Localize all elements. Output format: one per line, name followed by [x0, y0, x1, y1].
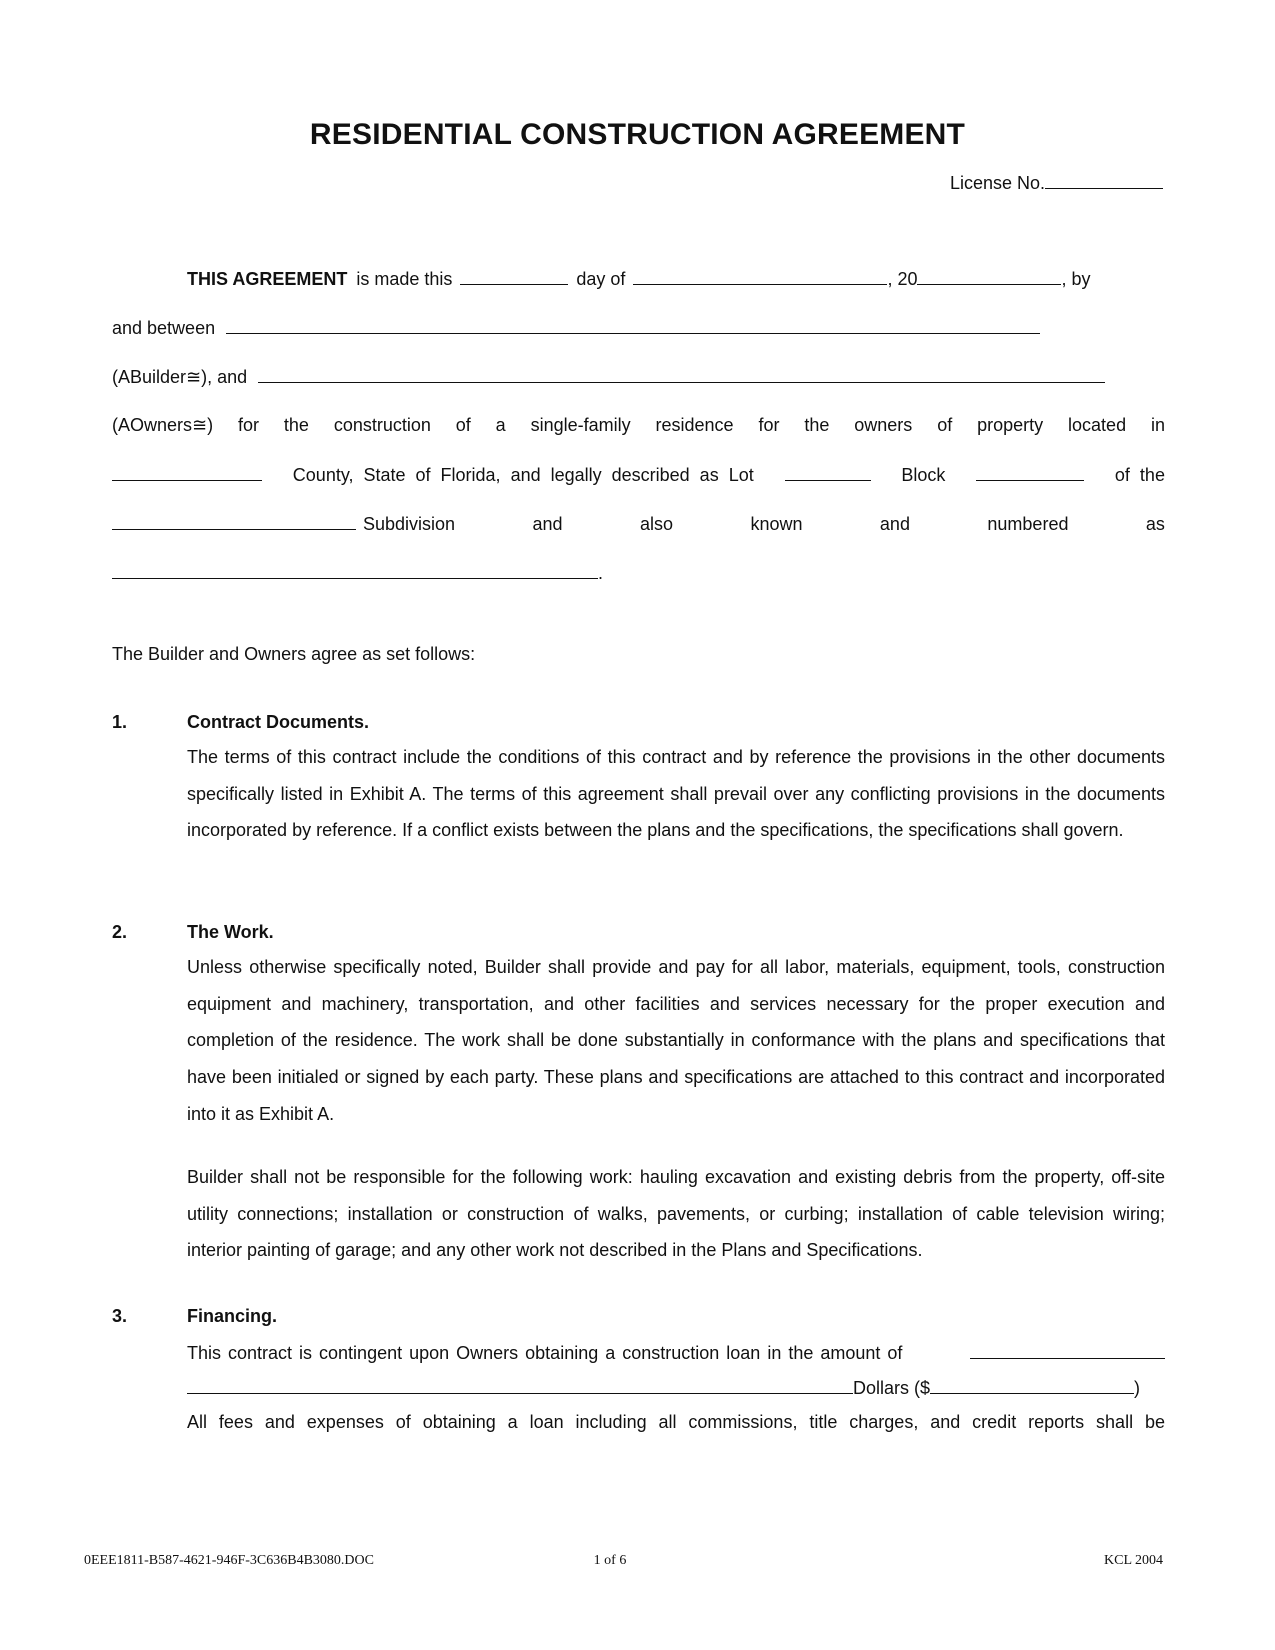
block-blank[interactable]: [976, 462, 1084, 481]
footer-doc-id: 0EEE1811-B587-4621-946F-3C636B4B3080.DOC: [84, 1553, 374, 1568]
loan-line: [187, 1340, 1165, 1365]
license-label: License No.: [949, 173, 1045, 193]
lot-blank[interactable]: [785, 462, 871, 481]
fees-line: All fees and expenses of obtaining a loan including all commissions, title charges, and credit reports shall be: [187, 1412, 1165, 1432]
subdivision-line-word: as: [1145, 514, 1165, 534]
intro-line-3: [112, 364, 1105, 389]
agree-text: The Builder and Owners agree as set follows:: [112, 644, 476, 664]
license-blank[interactable]: [1045, 170, 1163, 189]
owners-line-word: owners: [854, 415, 913, 435]
owners-line-word: located: [1068, 415, 1127, 435]
year-prefix: , 20: [887, 269, 918, 289]
section-3-heading: Financing.: [187, 1306, 277, 1326]
intro-line-4: [112, 413, 1165, 437]
owners-line-word: for: [758, 415, 780, 435]
intro-line-5: [112, 462, 1165, 487]
day-of-text: day of: [576, 269, 626, 289]
subdivision-group: [112, 511, 455, 536]
owners-line-word: in: [1150, 415, 1165, 435]
intro-line-7: [112, 560, 603, 585]
section-2-paragraph-2: Builder shall not be responsible for the following work: hauling excavation and existing debris from the property, off-site utility connections; installation or construction of walks, pavements, or curbing; installation of cable television wiring; interior painting of garage; and any other work not described in the Plans and Specifications.: [187, 1167, 1165, 1261]
county-blank[interactable]: [112, 462, 262, 481]
subdivision-blank[interactable]: [112, 511, 356, 530]
by-text: , by: [1061, 269, 1091, 289]
owners-line-word: the: [804, 415, 830, 435]
license-line: [950, 170, 1163, 195]
section-1-heading: Contract Documents.: [187, 712, 370, 732]
document-title: RESIDENTIAL CONSTRUCTION AGREEMENT: [309, 118, 966, 151]
loan-amount-words-blank[interactable]: [970, 1340, 1165, 1359]
loan-words-continued-blank[interactable]: [187, 1375, 853, 1394]
owners-line-word: the: [283, 415, 309, 435]
subdivision-line-word: numbered: [987, 514, 1069, 534]
loan-amount-number-blank[interactable]: [930, 1375, 1134, 1394]
section-2-paragraph-1: Unless otherwise specifically noted, Builder shall provide and pay for all labor, materials, equipment, tools, construction equipment and machinery, transportation, and other facilities and services necessary for the proper execution and completion of the residence. The work shall be done substantially in conformance with the plans and specifications that have been initialed or signed by each party. These plans and specifications are attached to this contract and incorporated into it as Exhibit A.: [187, 957, 1165, 1124]
year-blank[interactable]: [917, 266, 1061, 285]
address-blank[interactable]: [112, 560, 598, 579]
dollars-text: Dollars ($: [853, 1378, 931, 1398]
owners-line-word: construction: [333, 415, 431, 435]
and-between-text: and between: [112, 318, 216, 338]
dollars-line: [187, 1375, 1140, 1400]
subdivision-line-word: known: [750, 514, 803, 534]
footer-page-number: 1 of 6: [593, 1553, 627, 1568]
section-3-number: 3.: [112, 1306, 128, 1326]
subdivision-line-word: also: [639, 514, 674, 534]
loan-text: This contract is contingent upon Owners obtaining a construction loan in the amount of: [187, 1343, 903, 1363]
owners-line-word: of: [455, 415, 471, 435]
block-text: Block: [901, 465, 946, 485]
section-1-number: 1.: [112, 712, 128, 732]
builder-and-text: (ABuilder≅), and: [112, 367, 248, 387]
made-this-text: is made this: [356, 269, 453, 289]
month-blank[interactable]: [633, 266, 887, 285]
section-2-heading: The Work.: [187, 922, 274, 942]
of-the-text: of the: [1114, 465, 1165, 485]
close-paren: ): [1134, 1378, 1141, 1398]
subdivision-word: Subdivision: [363, 514, 456, 534]
intro-line-2: [112, 315, 1040, 340]
intro-line-6: [112, 511, 1165, 536]
footer-code: KCL 2004: [1104, 1553, 1163, 1568]
owners-word: (AOwners≅): [112, 415, 214, 435]
owners-line-word: residence: [655, 415, 734, 435]
owners-line-word: for: [237, 415, 259, 435]
owners-line-word: property: [977, 415, 1044, 435]
owners-line-word: a: [495, 415, 506, 435]
owners-line-word: single-family: [530, 415, 631, 435]
subdivision-line-word: and: [879, 514, 910, 534]
owner-name-blank[interactable]: [258, 364, 1105, 383]
section-2-number: 2.: [112, 922, 128, 942]
intro-line-1: [187, 266, 1165, 291]
subdivision-line-word: and: [532, 514, 563, 534]
county-text: County, State of Florida, and legally described as Lot: [292, 465, 754, 485]
address-period: .: [598, 563, 604, 583]
day-blank[interactable]: [460, 266, 568, 285]
builder-name-blank[interactable]: [226, 315, 1040, 334]
owners-line-word: of: [937, 415, 953, 435]
agreement-lead: THIS AGREEMENT: [187, 269, 348, 289]
section-1-paragraph: The terms of this contract include the conditions of this contract and by reference the provisions in the other documents specifically listed in Exhibit A. The terms of this agreement shall prevail over any conflicting provisions in the documents incorporated by reference. If a conflict exists between the plans and the specifications, the specifications shall govern.: [187, 747, 1165, 841]
